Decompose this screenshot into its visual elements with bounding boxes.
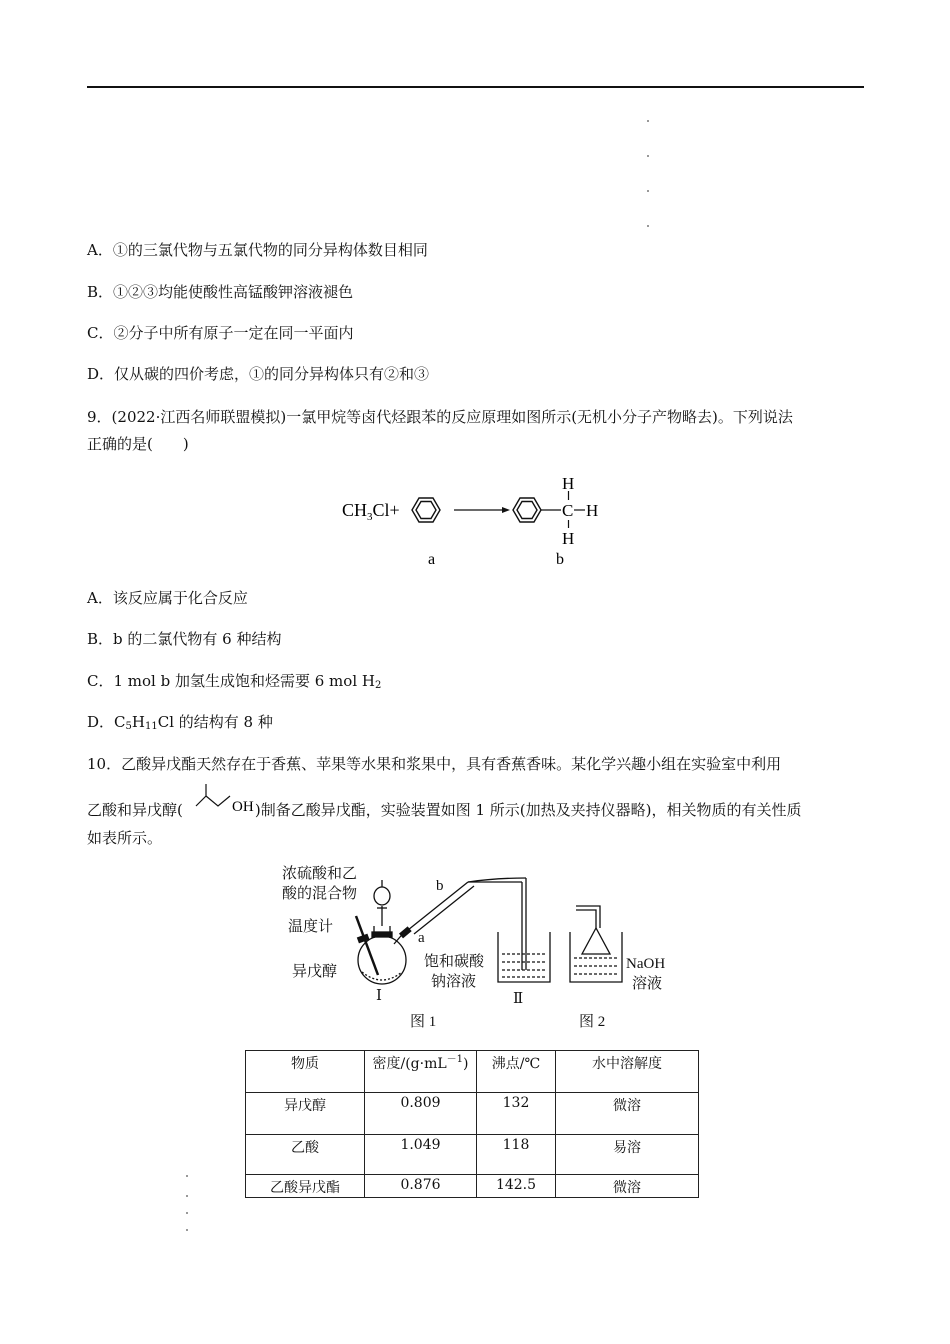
table-cell: 微溶 — [556, 1175, 699, 1198]
q9-option-b: B．b 的二氯代物有 6 种结构 — [87, 630, 282, 648]
apparatus-figure — [270, 860, 690, 1040]
atom-h-right: H — [586, 501, 599, 520]
table-row — [246, 1093, 699, 1135]
arrow-head — [502, 507, 510, 513]
q9-reaction-diagram — [330, 470, 630, 570]
scan-dot — [647, 120, 649, 122]
scan-dot — [186, 1229, 188, 1231]
table-cell: 易溶 — [556, 1135, 699, 1175]
table-cell: 0.809 — [365, 1093, 477, 1135]
q9-option-a: A．该反应属于化合反应 — [87, 589, 248, 607]
header-solubility: 水中溶解度 — [556, 1051, 699, 1093]
label-soln-line1: 饱和碳酸 — [424, 954, 485, 970]
label-soln-line2: 钠溶液 — [431, 974, 477, 990]
q8-option-a: A．①的三氯代物与五氯代物的同分异构体数目相同 — [87, 241, 428, 259]
scan-dot — [186, 1212, 188, 1214]
scan-dot — [186, 1175, 188, 1177]
q9-stem-line2: 正确的是( ) — [87, 435, 189, 453]
label-mix-line1: 浓硫酸和乙 — [282, 866, 358, 882]
header-boiling-point: 沸点/℃ — [477, 1051, 556, 1093]
label-a-port: a — [418, 930, 425, 946]
label-b: b — [556, 551, 564, 568]
q9-option-d: D．$C_5H_{11}Cl$ 的结构有 8 种 — [87, 713, 273, 732]
table-cell: 乙酸 — [246, 1135, 365, 1175]
table-header-row — [246, 1051, 699, 1093]
atom-h-top: H — [562, 474, 575, 493]
atom-h-bottom: H — [562, 529, 575, 548]
benzene-ring-product — [513, 498, 541, 522]
label-apparatus-I: Ⅰ — [376, 988, 382, 1004]
benzene-ring-reactant — [412, 498, 440, 522]
table-cell: 异戊醇 — [246, 1093, 365, 1135]
scan-dot — [647, 225, 649, 227]
label-apparatus-II: Ⅱ — [513, 991, 524, 1007]
table-cell: 1.049 — [365, 1135, 477, 1175]
header-substance: 物质 — [246, 1051, 365, 1093]
label-a: a — [428, 551, 436, 568]
figure-1-caption: 图 1 — [410, 1014, 437, 1030]
scan-dot — [647, 190, 649, 192]
label-thermometer: 温度计 — [288, 919, 334, 935]
table-cell: 乙酸异戊酯 — [246, 1175, 365, 1198]
header-density: 密度$/(g\cdot mL^{-1})$ — [365, 1051, 477, 1093]
header-rule — [87, 86, 864, 88]
q9-option-c: C．1 mol b 加氢生成饱和烃需要 6 mol $H_2$ — [87, 672, 382, 691]
svg-text:OH: OH — [232, 799, 254, 815]
table-cell: 118 — [477, 1135, 556, 1175]
q9-stem-line1: 9．(2022·江西名师联盟模拟)一氯甲烷等卤代烃跟苯的反应原理如图所示(无机小分子产物略去)。下列说法 — [87, 408, 793, 426]
table-cell: 142.5 — [477, 1175, 556, 1198]
properties-table — [245, 1050, 699, 1198]
q8-option-b: B．①②③均能使酸性高锰酸钾溶液褪色 — [87, 283, 354, 301]
isoamyl-alcohol-structure — [192, 780, 264, 822]
table-cell: 132 — [477, 1093, 556, 1135]
q10-stem-line2: 乙酸和异戊醇( )制备乙酸异戊酯，实验装置如图 1 所示(加热及夹持仪器略)，相关物质的有关性质 — [87, 801, 802, 819]
q8-option-d: D．仅从碳的四价考虑，①的同分异构体只有②和③ — [87, 365, 430, 383]
label-isoamyl-alcohol: 异戊醇 — [292, 964, 338, 980]
atom-c: C — [562, 501, 574, 520]
table-cell: 0.876 — [365, 1175, 477, 1198]
q10-stem-line3: 如表所示。 — [87, 829, 163, 847]
inverted-funnel — [582, 928, 610, 954]
figure-2-caption: 图 2 — [579, 1014, 606, 1030]
table-cell: 微溶 — [556, 1093, 699, 1135]
label-b-port: b — [436, 878, 444, 894]
scan-dot — [647, 155, 649, 157]
q10-stem-line1: 10．乙酸异戊酯天然存在于香蕉、苹果等水果和浆果中，具有香蕉香味。某化学兴趣小组在实验室中利用 — [87, 755, 782, 773]
label-naoh-line1: NaOH — [626, 956, 666, 972]
beaker-II — [498, 932, 550, 982]
dropping-funnel — [374, 887, 390, 905]
reactant-ch3cl: $CH_3Cl+$ — [342, 500, 400, 523]
label-mix-line2: 酸的混合物 — [282, 886, 358, 902]
table-row — [246, 1135, 699, 1175]
q8-option-c: C．②分子中所有原子一定在同一平面内 — [87, 324, 354, 342]
table-row — [246, 1175, 699, 1198]
label-naoh-line2: 溶液 — [632, 976, 663, 992]
scan-dot — [186, 1195, 188, 1197]
